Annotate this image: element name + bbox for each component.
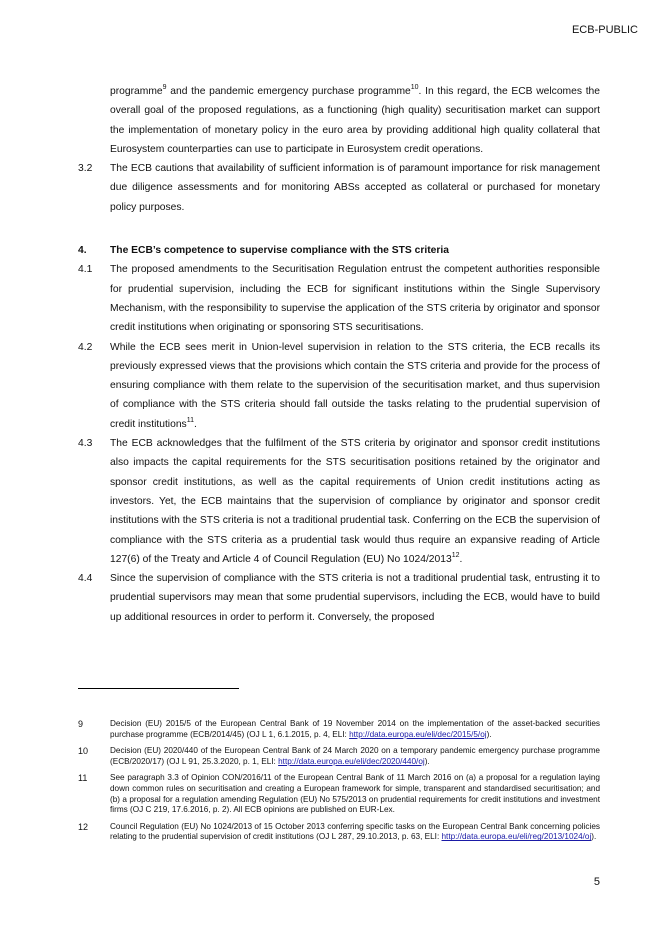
paragraph-number: 4.1 bbox=[78, 264, 93, 276]
section-heading bbox=[78, 241, 600, 260]
body-text bbox=[78, 82, 600, 627]
footnote-11: 11 See paragraph 3.3 of Opinion CON/2016/11 of the European Central Bank of 11 March 2016 on (a) a proposal for a regulation laying down common rules on securitisation and creating a European framework for simple, transparent and standardised securitisation; and (b) a proposal for a regulation amending Regulation (EU) No 575/2013 on prudential requirements for credit institutions and investment firms (OJ C 219, 17.6.2016, p. 2). All ECB opinions are published on EUR-Lex. bbox=[78, 773, 600, 815]
footnote-separator bbox=[78, 688, 239, 689]
intro-paragraph: programme$^9$ and the pandemic emergency purchase programme$^{10}$. In this regard, the ECB welcomes the overall goal of the proposed regulations, as a functioning (high quality) securitisation market can support the implementation of monetary policy in the euro area by providing additional high quality collateral that Eurosystem counterparties can use to participate in Eurosystem credit operations. bbox=[110, 84, 601, 155]
paragraph-number: 3.2 bbox=[78, 163, 93, 175]
paragraph-4-3: 4.3 The ECB acknowledges that the fulfilment of the STS criteria by originator and sponsor credit institutions also impacts the capital requirements for the STS securitisation positions retained by the originator and sponsor credit institutions, as well as the capital requirements of Union credit institutions acting as investors. Yet, the ECB maintains that the supervision of compliance by originator and sponsor credit institutions with the STS criteria is not a traditional prudential task. Conferring on the ECB the supervision of compliance with the STS criteria as a prudential task would thus require an expansive reading of Article 127(6) of the Treaty and Article 4 of Council Regulation (EU) No 1024/2013$^{12}$. bbox=[78, 434, 600, 569]
paragraph-4-4: 4.4 Since the supervision of compliance with the STS criteria is not a traditional prudential task, entrusting it to prudential supervisors may mean that some prudential supervisors, including the ECB, would have to build up additional resources in order to perform it. Conversely, the proposed bbox=[78, 569, 600, 627]
section-number: 4. bbox=[78, 245, 87, 257]
paragraph-number: 4.3 bbox=[78, 438, 93, 450]
footnote-link[interactable]: http://data.europa.eu/eli/reg/2013/1024/oj bbox=[441, 832, 592, 842]
footnote-ref-12[interactable]: 12 bbox=[451, 551, 460, 559]
paragraph-3-2: 3.2 The ECB cautions that availability of sufficient information is of paramount importance for risk management due diligence assessments and for monitoring ABSs accepted as collateral or purchased for monetary policy purposes. bbox=[78, 159, 600, 217]
paragraph-number: 4.4 bbox=[78, 573, 93, 585]
classification-label: ECB-PUBLIC bbox=[571, 24, 638, 36]
footnote-ref-10[interactable]: 10 bbox=[410, 84, 419, 91]
page-number: 5 bbox=[593, 876, 600, 888]
footnote-12: 12 Council Regulation (EU) No 1024/2013 of 15 October 2013 conferring specific tasks on the European Central Bank concerning policies relating to the prudential supervision of credit institutions (OJ L 287, 29.10.2013, p. 63, ELI: http://data.europa.eu/eli/reg/2013/1024/oj). bbox=[78, 821, 600, 842]
footnotes bbox=[78, 719, 600, 849]
section-title: The ECB’s competence to supervise compliance with the STS criteria bbox=[110, 245, 449, 257]
footnote-ref-11[interactable]: 11 bbox=[186, 416, 194, 424]
paragraph-4-1: 4.1 The proposed amendments to the Securitisation Regulation entrust the competent authorities responsible for prudential supervision, including the ECB for significant institutions within the Single Supervisory Mechanism, with the responsibility to supervise the application of the STS criteria by originator and sponsor credit institutions when originating or sponsoring STS securitisations. bbox=[78, 260, 600, 337]
footnote-10: 10 Decision (EU) 2020/440 of the European Central Bank of 24 March 2020 on a temporary pandemic emergency purchase programme (ECB/2020/17) (OJ L 91, 25.3.2020, p. 1, ELI: http://data.europa.eu/eli/dec/2020/440/oj). bbox=[78, 746, 600, 766]
footnote-9: 9 Decision (EU) 2015/5 of the European Central Bank of 19 November 2014 on the implementation of the asset-backed securities purchase programme (ECB/2014/45) (OJ L 1, 6.1.2015, p. 4, ELI: http://data.europa.eu/eli/dec/2015/5/oj). bbox=[78, 719, 600, 739]
paragraph-number: 4.2 bbox=[78, 341, 93, 353]
footnote-link[interactable]: http://data.europa.eu/eli/dec/2020/440/oj bbox=[278, 756, 425, 766]
footnote-link[interactable]: http://data.europa.eu/eli/dec/2015/5/oj bbox=[349, 729, 487, 739]
paragraph-4-2: 4.2 While the ECB sees merit in Union-level supervision in relation to the STS criteria, the ECB recalls its previously expressed views that the provisions which contain the STS criteria and provide for the process of ensuring compliance with them relate to the supervision of the securitisation market, and thus supervision of compliance with the STS criteria should fall outside the tasks relating to the prudential supervision of credit institutions$^{11}$. bbox=[78, 338, 600, 434]
footnote-ref-9[interactable]: 9 bbox=[162, 84, 167, 91]
